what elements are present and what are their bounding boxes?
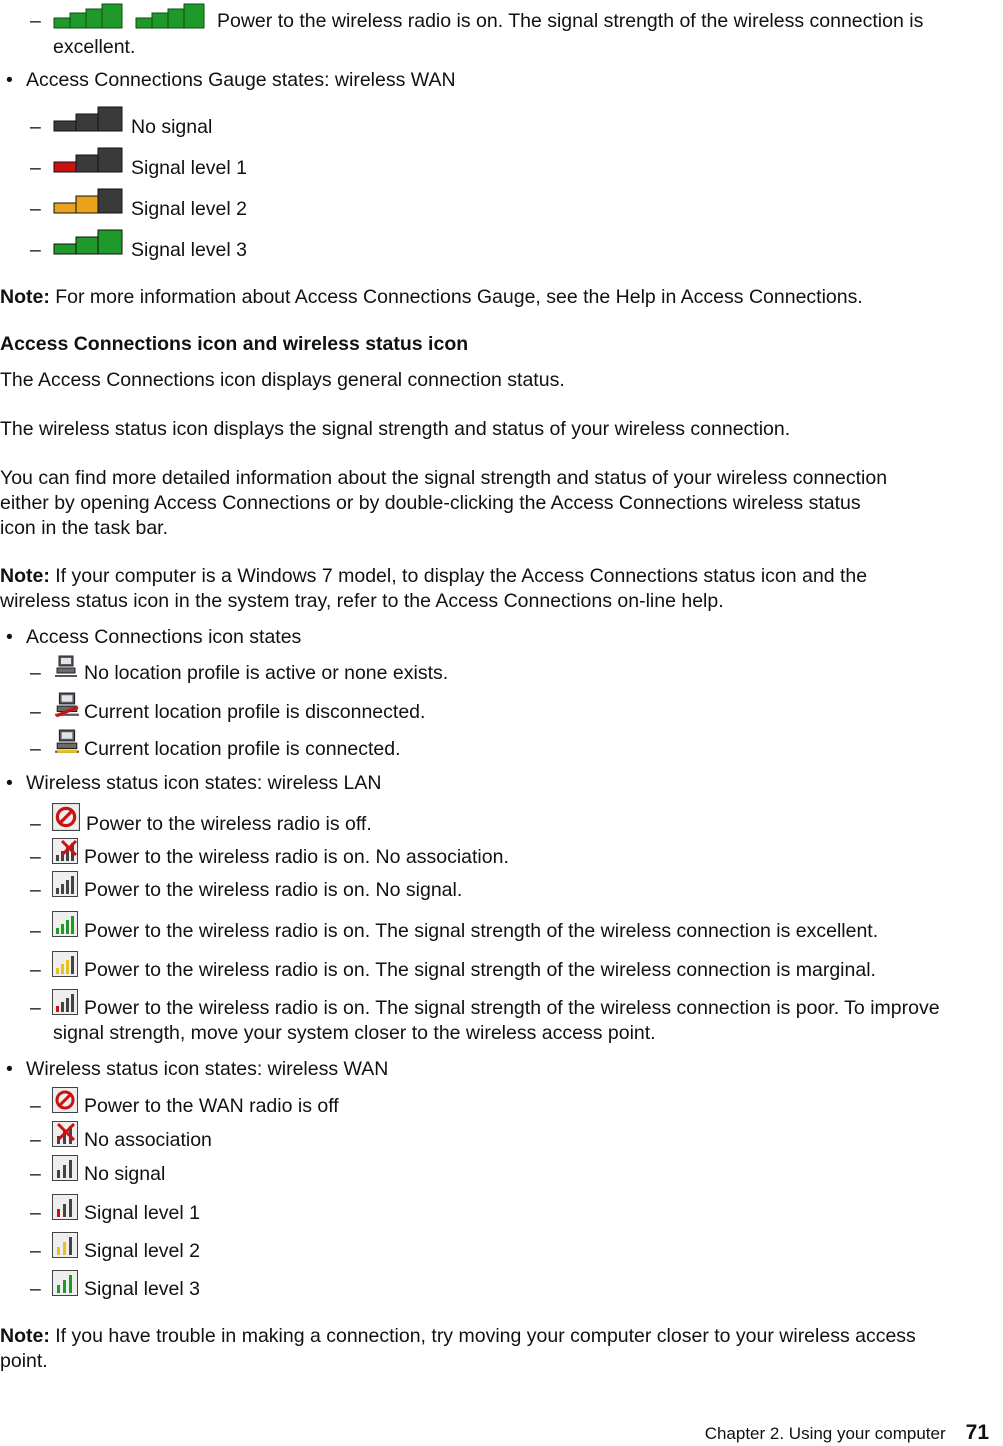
wwan-state-item: Power to the WAN radio is off [84, 1095, 339, 1117]
wwan-level3-icon [52, 1270, 78, 1296]
wlan-state-item: Power to the wireless radio is on. No signal. [84, 879, 463, 901]
note [0, 285, 863, 309]
gauge-level2-icon [52, 188, 124, 214]
note [0, 1324, 916, 1348]
ac-state-item: Current location profile is disconnected. [84, 701, 426, 723]
gauge-no-signal-icon [52, 106, 124, 132]
dash: – [30, 239, 41, 261]
dash: – [30, 846, 41, 868]
wlan-states-heading: Wireless status icon states: wireless LAN [26, 772, 382, 794]
gauge-excellent-icon [52, 3, 124, 29]
note-text: If you have trouble in making a connection, try moving your computer closer to your wireless access [55, 1325, 916, 1347]
page-footer [705, 1421, 989, 1446]
wlan-no-association-icon [52, 838, 78, 864]
bullet: • [6, 1058, 13, 1080]
bullet: • [6, 772, 13, 794]
wwan-no-signal-icon [52, 1155, 78, 1181]
bullet: • [6, 69, 13, 91]
wwan-gauge-item: Signal level 2 [131, 198, 247, 220]
dash: – [30, 198, 41, 220]
wwan-gauge-heading: Access Connections Gauge states: wireless WAN [26, 69, 456, 91]
note-text: If your computer is a Windows 7 model, to display the Access Connections status icon and the [55, 565, 868, 587]
wlan-no-signal-icon [52, 871, 78, 897]
wwan-gauge-item: Signal level 1 [131, 157, 247, 179]
wlan-state-item: Power to the wireless radio is on. The signal strength of the wireless connection is poor. To improve [84, 997, 940, 1019]
dash: – [30, 157, 41, 179]
note-label: Note: [0, 1325, 50, 1347]
dash: – [30, 662, 41, 684]
dash: – [30, 10, 41, 32]
paragraph: either by opening Access Connections or by double-clicking the Access Connections wireless status [0, 492, 861, 514]
paragraph: The Access Connections icon displays general connection status. [0, 369, 565, 391]
dash: – [30, 1278, 41, 1300]
wlan-state-item: Power to the wireless radio is on. No association. [84, 846, 509, 868]
dash: – [30, 879, 41, 901]
gauge-excellent-icon [134, 3, 206, 29]
wwan-level2-icon [52, 1232, 78, 1258]
section-heading: Access Connections icon and wireless status icon [0, 333, 469, 355]
wwan-state-item: No association [84, 1129, 212, 1151]
dash: – [30, 701, 41, 723]
paragraph: You can find more detailed information about the signal strength and status of your wireless connection [0, 467, 888, 489]
ac-no-profile-icon [54, 655, 78, 679]
ac-disconnected-icon [54, 692, 80, 718]
page-number: 71 [965, 1421, 989, 1444]
note [0, 564, 867, 588]
note-label: Note: [0, 286, 50, 308]
bullet: • [6, 626, 13, 648]
dash: – [30, 1129, 41, 1151]
wwan-state-item: No signal [84, 1163, 166, 1185]
ac-state-item: No location profile is active or none exists. [84, 662, 449, 684]
ac-states-heading: Access Connections icon states [26, 626, 302, 648]
paragraph: icon in the task bar. [0, 517, 169, 539]
wwan-state-item: Signal level 1 [84, 1202, 200, 1224]
footer-chapter: Chapter 2. Using your computer [704, 1424, 946, 1443]
gauge-excellent-text: Power to the wireless radio is on. The signal strength of the wireless connection is [217, 10, 924, 32]
wlan-state-item: Power to the wireless radio is on. The signal strength of the wireless connection is excellent. [84, 920, 879, 942]
wlan-radio-off-icon [52, 803, 80, 831]
gauge-excellent-text-cont: excellent. [53, 36, 136, 58]
wlan-state-item: Power to the wireless radio is on. The signal strength of the wireless connection is marginal. [84, 959, 876, 981]
wlan-marginal-icon [52, 951, 78, 977]
dash: – [30, 1095, 41, 1117]
wwan-gauge-item: Signal level 3 [131, 239, 247, 261]
note-text: wireless status icon in the system tray, refer to the Access Connections on-line help. [0, 590, 724, 612]
ac-connected-icon [54, 729, 80, 755]
dash: – [30, 1202, 41, 1224]
dash: – [30, 116, 41, 138]
dash: – [30, 738, 41, 760]
gauge-level1-icon [52, 147, 124, 173]
wlan-excellent-icon [52, 911, 78, 937]
ac-state-item: Current location profile is connected. [84, 738, 401, 760]
dash: – [30, 997, 41, 1019]
dash: – [30, 813, 41, 835]
wwan-state-item: Signal level 3 [84, 1278, 200, 1300]
wlan-state-item: Power to the wireless radio is off. [86, 813, 372, 835]
wwan-radio-off-icon [52, 1087, 78, 1113]
gauge-level3-icon [52, 229, 124, 255]
paragraph: The wireless status icon displays the signal strength and status of your wireless connection. [0, 418, 791, 440]
dash: – [30, 959, 41, 981]
wwan-states-heading: Wireless status icon states: wireless WAN [26, 1058, 389, 1080]
wlan-state-item-cont: signal strength, move your system closer to the wireless access point. [53, 1022, 656, 1044]
note-text: point. [0, 1350, 48, 1372]
wlan-poor-icon [52, 989, 78, 1015]
dash: – [30, 1163, 41, 1185]
note-text: For more information about Access Connections Gauge, see the Help in Access Connections. [55, 286, 863, 308]
wwan-no-association-icon [52, 1121, 78, 1147]
dash: – [30, 1240, 41, 1262]
dash: – [30, 920, 41, 942]
wwan-gauge-item: No signal [131, 116, 213, 138]
wwan-level1-icon [52, 1194, 78, 1220]
note-label: Note: [0, 565, 50, 587]
wwan-state-item: Signal level 2 [84, 1240, 200, 1262]
